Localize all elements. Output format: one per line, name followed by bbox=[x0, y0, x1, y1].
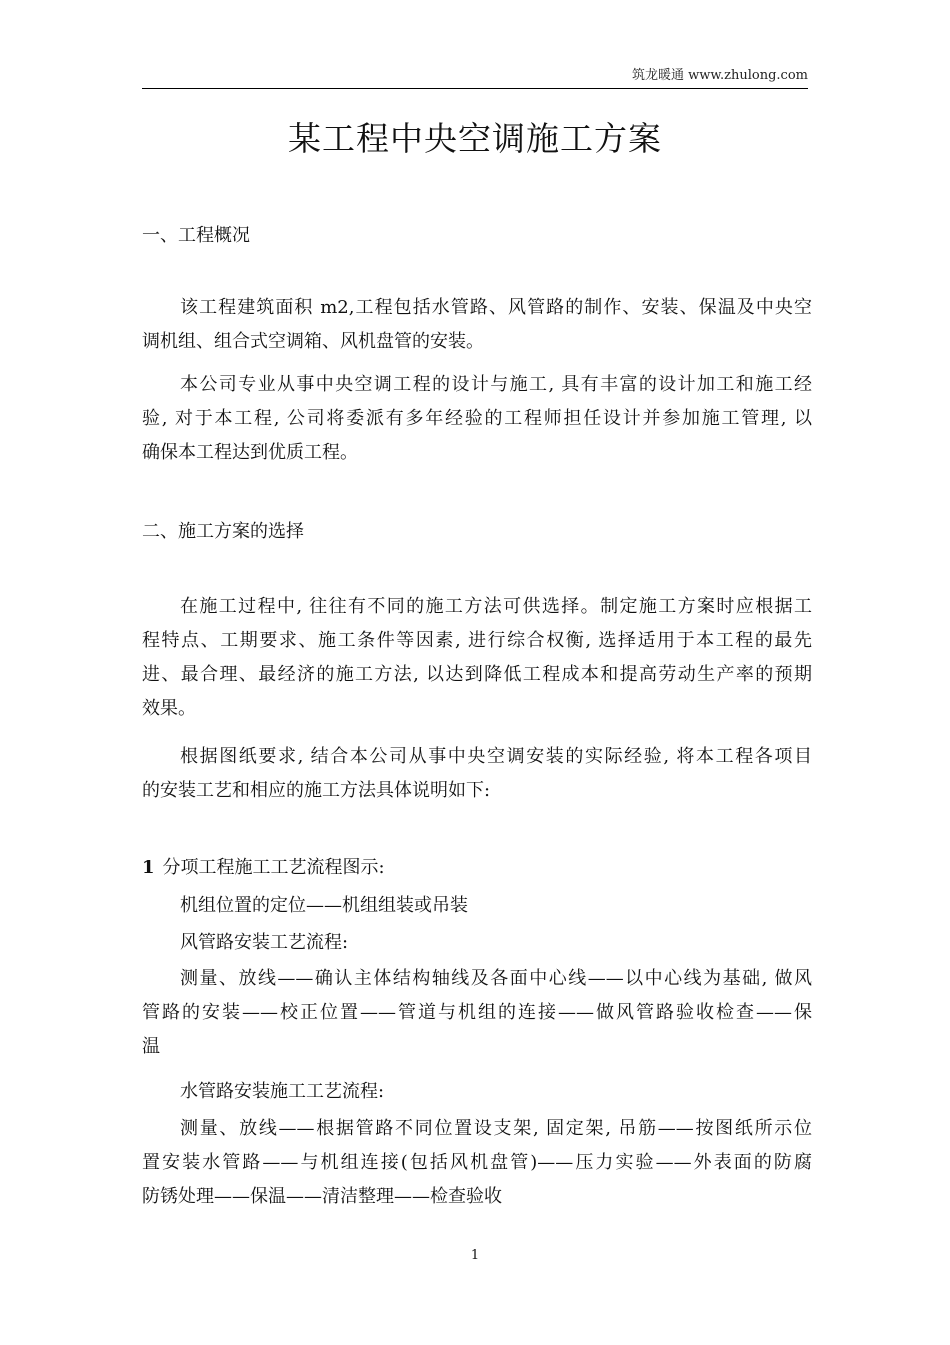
section-heading-overview: 一、工程概况 bbox=[142, 225, 250, 246]
text-line: 温 bbox=[142, 1036, 160, 1057]
text-line: 本公司专业从事中央空调工程的设计与施工, 具有丰富的设计加工和施工经 bbox=[180, 374, 812, 395]
text-line: 验, 对于本工程, 公司将委派有多年经验的工程师担任设计并参加施工管理, 以 bbox=[142, 408, 812, 429]
duct-flow-heading: 风管路安装工艺流程: bbox=[180, 932, 349, 953]
text-line: 在施工过程中, 往往有不同的施工方法可供选择。制定施工方案时应根据工 bbox=[180, 596, 812, 617]
text-line: 置安装水管路——与机组连接(包括风机盘管)——压力实验——外表面的防腐 bbox=[142, 1152, 812, 1173]
text-line: 根据图纸要求, 结合本公司从事中央空调安装的实际经验, 将本工程各项目 bbox=[180, 746, 812, 767]
duct-flow-steps bbox=[142, 962, 812, 1064]
text-line: 管路的安装——校正位置——管道与机组的连接——做风管路验收检查——保 bbox=[142, 1002, 812, 1023]
paragraph-overview-1 bbox=[142, 291, 812, 359]
page-number: 1 bbox=[470, 1248, 480, 1263]
text-line: 确保本工程达到优质工程。 bbox=[142, 442, 358, 463]
page-header bbox=[142, 66, 808, 89]
unit-positioning-flow: 机组位置的定位——机组组装或吊装 bbox=[180, 895, 468, 916]
document-title: 某工程中央空调施工方案 bbox=[288, 119, 662, 158]
text-line: 的安装工艺和相应的施工方法具体说明如下: bbox=[142, 780, 491, 801]
water-flow-steps bbox=[142, 1112, 812, 1214]
text-line: 调机组、组合式空调箱、风机盘管的安装。 bbox=[142, 331, 484, 352]
water-flow-heading: 水管路安装施工工艺流程: bbox=[180, 1081, 385, 1102]
text-line: 防锈处理——保温——清洁整理——检查验收 bbox=[142, 1186, 502, 1207]
text-line: 效果。 bbox=[142, 698, 196, 719]
section-heading-method: 二、施工方案的选择 bbox=[142, 521, 304, 542]
paragraph-method-1 bbox=[142, 590, 812, 726]
paragraph-method-2 bbox=[142, 740, 812, 808]
text-line: 进、最合理、最经济的施工方法, 以达到降低工程成本和提高劳动生产率的预期 bbox=[142, 664, 812, 685]
text-line: 该工程建筑面积 m2,工程包括水管路、风管路的制作、安装、保温及中央空 bbox=[180, 297, 812, 318]
subsection-title: 分项工程施工工艺流程图示: bbox=[162, 857, 385, 878]
subsection-number: 1 bbox=[142, 857, 155, 878]
paragraph-overview-2 bbox=[142, 368, 812, 470]
header-text: 筑龙暖通 www.zhulong.com bbox=[632, 68, 808, 83]
text-line: 测量、放线——根据管路不同位置设支架, 固定架, 吊筋——按图纸所示位 bbox=[180, 1118, 812, 1139]
subsection-heading-flow bbox=[142, 856, 385, 880]
text-line: 测量、放线——确认主体结构轴线及各面中心线——以中心线为基础, 做风 bbox=[180, 968, 812, 989]
text-line: 程特点、工期要求、施工条件等因素, 进行综合权衡, 选择适用于本工程的最先 bbox=[142, 630, 812, 651]
